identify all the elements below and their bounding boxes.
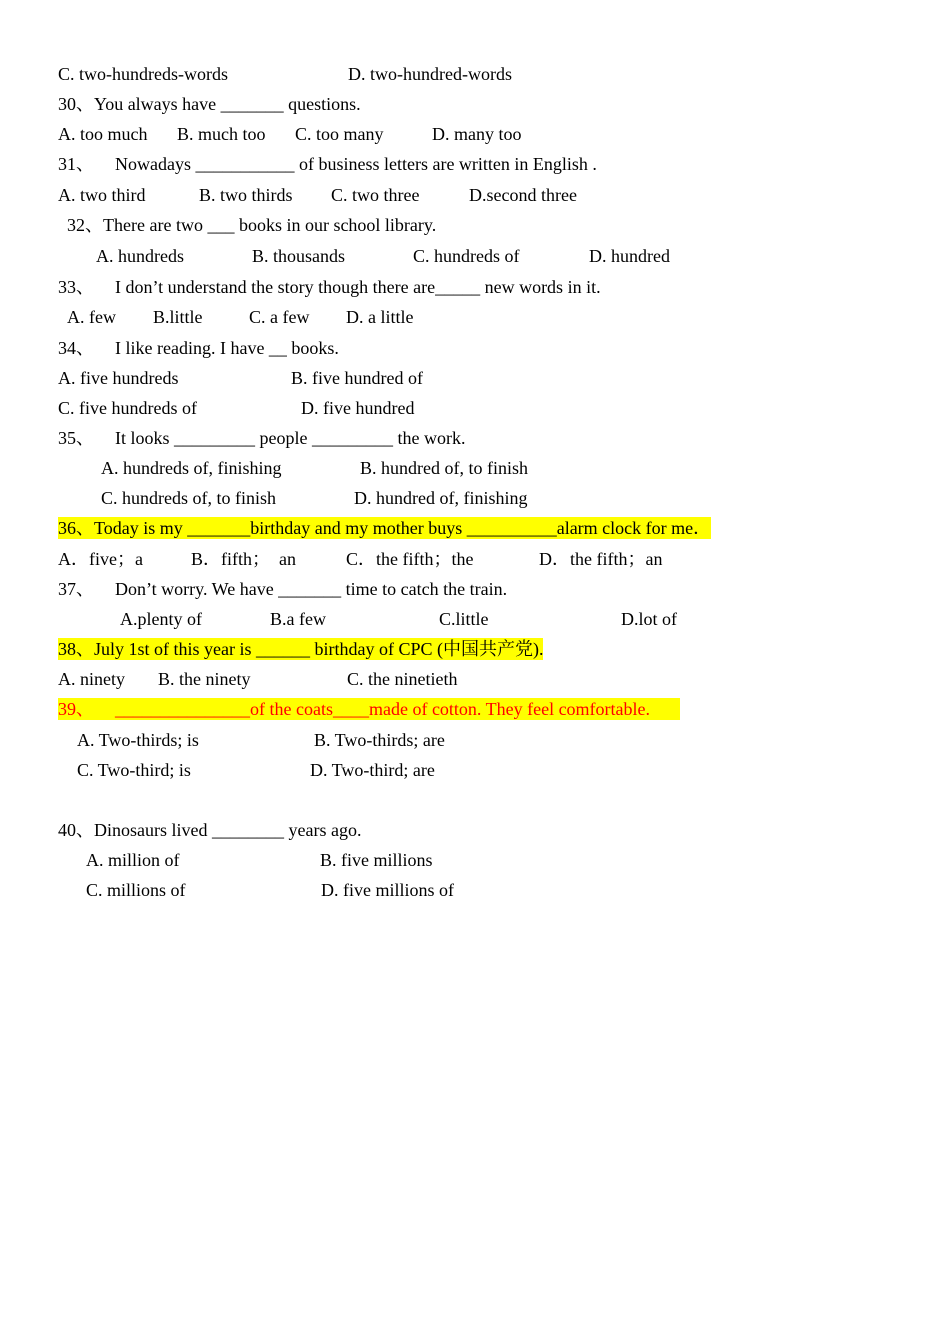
option-d: D. hundred	[589, 246, 670, 266]
question-38	[0, 638, 950, 668]
option-d: D. two-hundred-words	[348, 64, 512, 84]
option-d: D．the fifth；an	[539, 549, 663, 569]
question-text: I like reading. I have __ books.	[115, 338, 339, 358]
option-b: B. five hundred of	[291, 368, 423, 388]
q36-options	[0, 548, 950, 578]
option-c: C. the ninetieth	[347, 669, 458, 689]
question-34	[0, 337, 950, 367]
option-b: B.a few	[270, 609, 326, 629]
option-c: C. a few	[249, 307, 310, 327]
question-39	[0, 698, 950, 728]
question-36	[0, 517, 950, 547]
question-number: 37、	[58, 579, 94, 599]
question-text: Nowadays ___________ of business letters are written in English .	[115, 154, 597, 174]
option-a: A. too much	[58, 124, 148, 144]
question-number: 35、	[58, 428, 94, 448]
q39-options-cd	[0, 759, 950, 789]
question-text: Don’t worry. We have _______ time to catch the train.	[115, 579, 508, 599]
option-c: C. millions of	[86, 880, 186, 900]
option-b: B.little	[153, 307, 203, 327]
option-c: C．the fifth；the	[346, 549, 474, 569]
question-text: I don’t understand the story though there are_____ new words in it.	[115, 277, 601, 297]
option-c: C. hundreds of, to finish	[101, 488, 276, 508]
question-33	[0, 276, 950, 306]
option-d: D. Two-third; are	[310, 760, 435, 780]
option-b: B. much too	[177, 124, 266, 144]
option-c: C. two three	[331, 185, 420, 205]
q30-options	[0, 123, 950, 153]
q29-options-cd	[0, 63, 950, 93]
option-d: D. hundred of, finishing	[354, 488, 528, 508]
option-a: A. two third	[58, 185, 146, 205]
option-c: C.little	[439, 609, 489, 629]
question-text-highlighted: 36、Today is my _______birthday and my mother buys __________alarm clock for me．	[58, 518, 712, 538]
option-d: D.second three	[469, 185, 577, 205]
question-text: 32、There are two ___ books in our school library.	[67, 215, 437, 235]
question-number: 34、	[58, 338, 94, 358]
option-a: A. hundreds	[96, 246, 184, 266]
option-a: A. five hundreds	[58, 368, 179, 388]
question-number-highlighted: 39、	[58, 698, 680, 720]
option-d: D.lot of	[621, 609, 677, 629]
q37-options	[0, 608, 950, 638]
option-b: B. hundred of, to finish	[360, 458, 528, 478]
question-31	[0, 153, 950, 183]
option-c: C. too many	[295, 124, 384, 144]
question-text: It looks _________ people _________ the work.	[115, 428, 466, 448]
question-35	[0, 427, 950, 457]
q31-options	[0, 184, 950, 214]
question-text-highlighted: 38、July 1st of this year is ______ birthday of CPC (中国共产党).	[58, 639, 544, 659]
option-a: A. Two-thirds; is	[77, 730, 199, 750]
option-a: A.plenty of	[120, 609, 202, 629]
q35-options-ab	[0, 457, 950, 487]
q33-options	[0, 306, 950, 336]
option-b: B. two thirds	[199, 185, 293, 205]
q34-options-ab	[0, 367, 950, 397]
question-text: 30、You always have _______ questions.	[58, 94, 361, 114]
question-number: 33、	[58, 277, 94, 297]
q35-options-cd	[0, 487, 950, 517]
option-b: B. the ninety	[158, 669, 251, 689]
option-d: D. five millions of	[321, 880, 454, 900]
option-d: D. a little	[346, 307, 414, 327]
option-b: B．fifth； an	[191, 549, 296, 569]
option-c: C. hundreds of	[413, 246, 520, 266]
option-a: A. hundreds of, finishing	[101, 458, 282, 478]
q32-options	[0, 245, 950, 275]
question-32	[0, 214, 950, 244]
option-a: A．five；a	[58, 549, 143, 569]
question-40	[0, 819, 950, 849]
q38-options	[0, 668, 950, 698]
q40-options-cd	[0, 879, 950, 909]
option-c: C. five hundreds of	[58, 398, 197, 418]
question-text-highlighted: _______________of the coats____made of cotton. They feel comfortable.	[115, 699, 651, 719]
option-a: A. million of	[86, 850, 180, 870]
q40-options-ab	[0, 849, 950, 879]
option-a: A. few	[67, 307, 116, 327]
option-d: D. five hundred	[301, 398, 415, 418]
question-number: 31、	[58, 154, 94, 174]
question-30	[0, 93, 950, 123]
option-c: C. two-hundreds-words	[58, 64, 228, 84]
option-b: B. thousands	[252, 246, 346, 266]
question-text: 40、Dinosaurs lived ________ years ago.	[58, 820, 362, 840]
q39-options-ab	[0, 729, 950, 759]
option-b: B. Two-thirds; are	[314, 730, 445, 750]
q34-options-cd	[0, 397, 950, 427]
option-b: B. five millions	[320, 850, 433, 870]
option-a: A. ninety	[58, 669, 125, 689]
question-37	[0, 578, 950, 608]
option-d: D. many too	[432, 124, 522, 144]
option-c: C. Two-third; is	[77, 760, 191, 780]
